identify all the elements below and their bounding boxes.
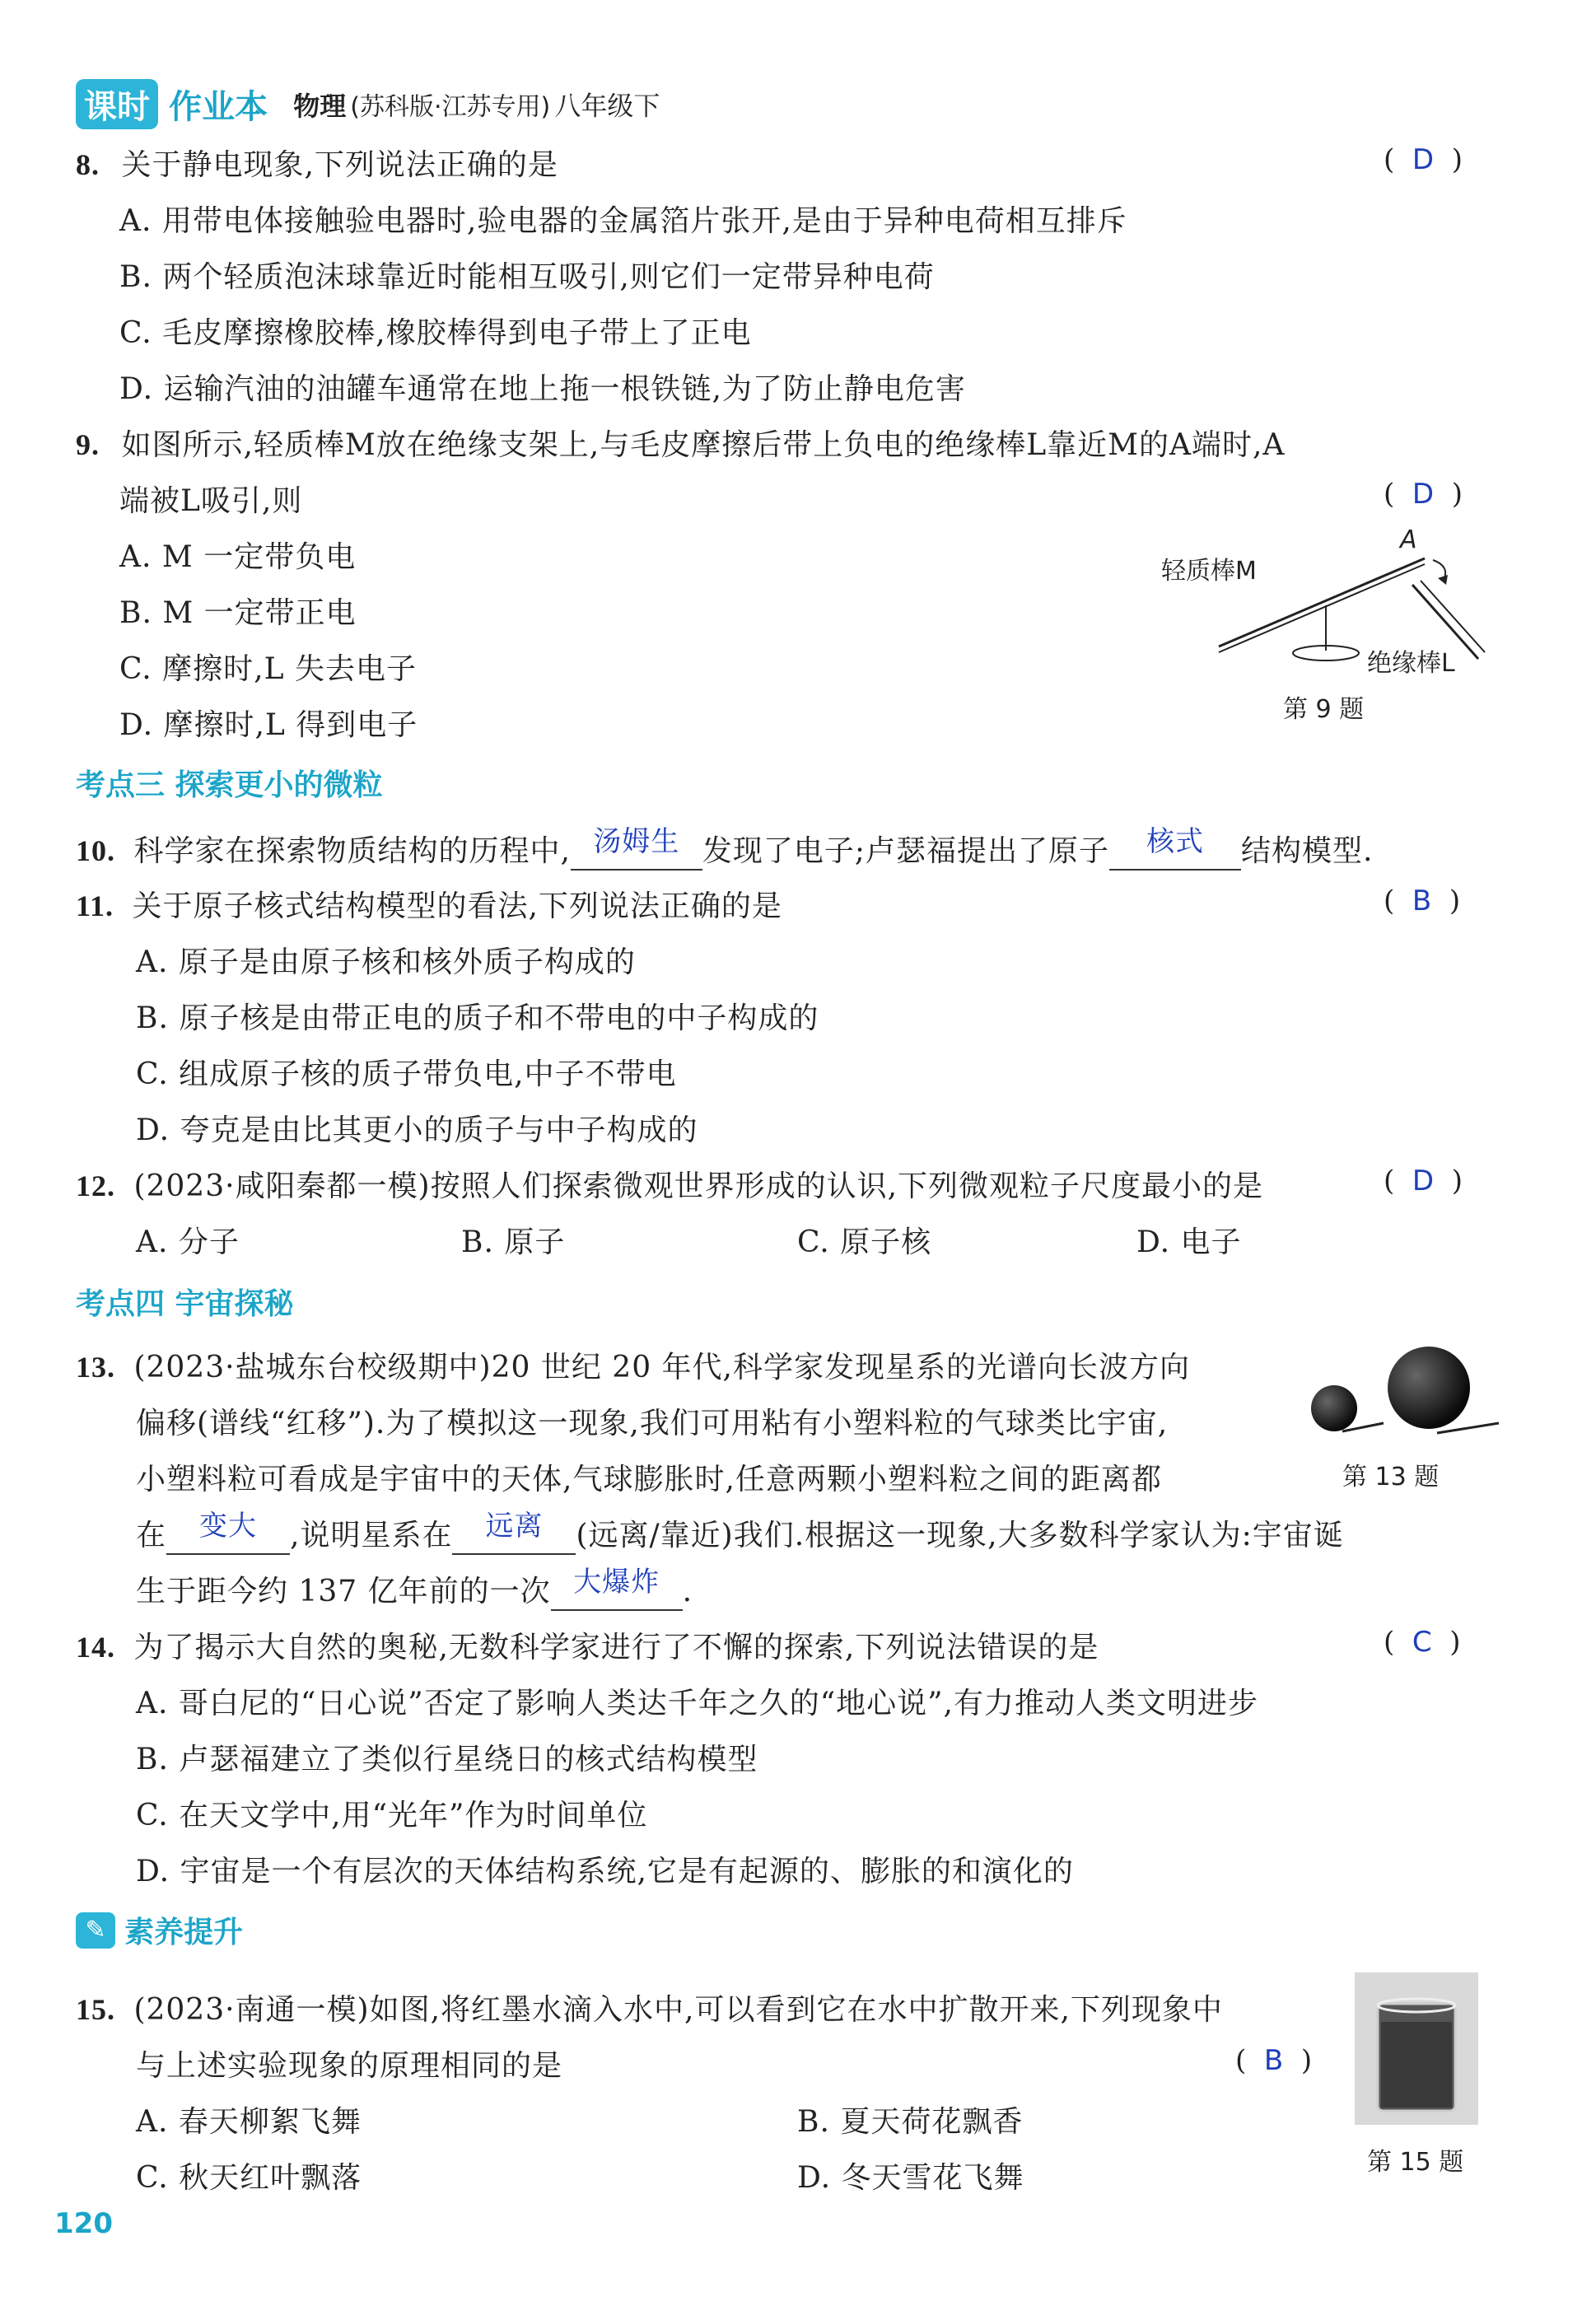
- question-stem-cont: [136, 1512, 1344, 1555]
- question-stem: 如图所示,轻质棒M放在绝缘支架上,与毛皮摩擦后带上负电的绝缘棒L靠近M的A端时,A: [121, 428, 1286, 462]
- question-number: 15.: [76, 1993, 115, 2026]
- question-stem: (2023·盐城东台校级期中)20 世纪 20 年代,科学家发现星系的光谱向长波方向: [133, 1351, 1190, 1384]
- section-heading: 考点三 探索更小的微粒: [76, 768, 383, 802]
- option: B. 原子核是由带正电的质子和不带电的中子构成的: [136, 1001, 819, 1035]
- insulated-rod-edge: [1421, 581, 1485, 652]
- option: D. 运输汽油的油罐车通常在地上拖一根铁链,为了防止静电危害: [119, 372, 966, 406]
- question-11: [76, 883, 782, 925]
- option: D. 电子: [1136, 1225, 1242, 1259]
- question-stem: 关于静电现象,下列说法正确的是: [121, 148, 558, 182]
- text-part: 科学家在探索物质结构的历程中,: [133, 834, 571, 868]
- question-number: 13.: [76, 1351, 115, 1384]
- answer-bracket: ( D ): [1384, 1165, 1463, 1197]
- option: B. 夏天荷花飘香: [797, 2105, 1024, 2139]
- section-heading: [76, 1909, 243, 1951]
- edition: (苏科版·江苏专用): [350, 92, 551, 122]
- subject: 物理: [293, 90, 347, 122]
- question-number: 14.: [76, 1631, 115, 1664]
- question-14: [76, 1624, 1099, 1666]
- option: A. M 一定带负电: [119, 540, 357, 574]
- q13-figure: [1293, 1342, 1507, 1449]
- header: [76, 79, 660, 128]
- option: D. 摩擦时,L 得到电子: [119, 708, 418, 742]
- question-stem-cont: [136, 1568, 693, 1611]
- option: D. 夸克是由比其更小的质子与中子构成的: [136, 1113, 698, 1147]
- figure-caption: 第 15 题: [1367, 2148, 1464, 2177]
- option: B. 原子: [461, 1225, 566, 1259]
- option: C. 毛皮摩擦橡胶棒,橡胶棒得到电子带上了正电: [119, 316, 752, 350]
- question-number: 12.: [76, 1169, 115, 1202]
- q15-photo: [1355, 1972, 1478, 2125]
- blank-answer: 大爆炸: [573, 1566, 660, 1599]
- section-title: 素养提升: [124, 1916, 244, 1949]
- large-balloon-icon: [1388, 1347, 1470, 1429]
- text-part: (远离/靠近)我们.根据这一现象,大多数科学家认为:宇宙诞: [576, 1519, 1344, 1552]
- text-part: 在: [136, 1519, 167, 1552]
- grade: 八年级下: [554, 90, 660, 122]
- small-balloon-icon: [1311, 1385, 1357, 1431]
- question-9: [76, 422, 1285, 464]
- blank-answer: 变大: [199, 1510, 258, 1543]
- question-number: 11.: [76, 889, 114, 922]
- question-10: [76, 825, 1374, 871]
- option: B. 卢瑟福建立了类似行星绕日的核式结构模型: [136, 1743, 758, 1776]
- option: C. 组成原子核的质子带负电,中子不带电: [136, 1057, 677, 1091]
- answer: D: [1412, 478, 1435, 511]
- question-stem: 为了揭示大自然的奥秘,无数科学家进行了不懈的探索,下列说法错误的是: [133, 1631, 1099, 1664]
- option: C. 在天文学中,用“光年”作为时间单位: [136, 1799, 648, 1832]
- blank-answer: 核式: [1146, 825, 1205, 858]
- option: A. 哥白尼的“日心说”否定了影响人类达千年之久的“地心说”,有力推动人类文明进步: [136, 1687, 1258, 1720]
- question-stem-cont: 与上述实验现象的原理相同的是: [136, 2049, 563, 2083]
- answer: D: [1412, 143, 1435, 176]
- answer: D: [1412, 1165, 1435, 1197]
- question-number: 8.: [76, 148, 100, 181]
- fill-blank: [551, 1566, 683, 1611]
- question-stem: 关于原子核式结构模型的看法,下列说法正确的是: [132, 889, 782, 923]
- answer: B: [1412, 885, 1432, 917]
- answer-bracket: ( B ): [1384, 885, 1461, 917]
- text-part: .: [682, 1575, 693, 1608]
- page-number: 120: [54, 2207, 113, 2240]
- blank-answer: 汤姆生: [593, 825, 680, 858]
- figure-label-a: A: [1400, 525, 1417, 554]
- answer-bracket: ( D ): [1384, 143, 1463, 176]
- text-part: 发现了电子;卢瑟福提出了原子: [702, 834, 1110, 868]
- text-part: 结构模型.: [1241, 834, 1374, 868]
- question-8: [76, 142, 558, 184]
- question-stem-cont: 端被L吸引,则: [119, 484, 303, 518]
- option: A. 分子: [136, 1225, 240, 1259]
- option: C. 秋天红叶飘落: [136, 2161, 362, 2195]
- figure-label-l: 绝缘棒L: [1367, 649, 1455, 678]
- question-stem-cont: 偏移(谱线“红移”).为了模拟这一现象,我们可用粘有小塑料粒的气球类比宇宙,: [136, 1407, 1169, 1440]
- answer-bracket: ( B ): [1235, 2044, 1313, 2077]
- question-stem: (2023·南通一模)如图,将红墨水滴入水中,可以看到它在水中扩散开来,下列现象中: [133, 1993, 1223, 2027]
- option: A. 用带电体接触验电器时,验电器的金属箔片张开,是由于异种电荷相互排斥: [119, 204, 1127, 238]
- blank-answer: 远离: [485, 1510, 544, 1543]
- question-15: [76, 1986, 1223, 2028]
- logo-badge: 课时: [76, 79, 158, 129]
- question-13: [76, 1344, 1190, 1386]
- answer-bracket: ( C ): [1384, 1626, 1461, 1659]
- option: B. M 一定带正电: [119, 596, 357, 630]
- option: A. 原子是由原子核和核外质子构成的: [136, 945, 636, 979]
- option: A. 春天柳絮飞舞: [136, 2105, 362, 2139]
- pencil-icon: ✎: [76, 1912, 115, 1949]
- fill-blank: [452, 1510, 576, 1555]
- figure-caption: 第 9 题: [1283, 695, 1365, 724]
- question-stem-cont: 小塑料粒可看成是宇宙中的天体,气球膨胀时,任意两颗小塑料粒之间的距离都: [136, 1463, 1162, 1496]
- answer: B: [1263, 2044, 1284, 2077]
- question-number: 10.: [76, 834, 115, 867]
- option: B. 两个轻质泡沫球靠近时能相互吸引,则它们一定带异种电荷: [119, 260, 935, 294]
- text-part: ,说明星系在: [290, 1519, 453, 1552]
- figure-label-m: 轻质棒M: [1161, 557, 1257, 586]
- answer-bracket: ( D ): [1384, 478, 1463, 511]
- option: D. 冬天雪花飞舞: [797, 2161, 1024, 2195]
- arrow-head-icon: [1438, 575, 1448, 585]
- ink-water: [1381, 2022, 1452, 2108]
- text-part: 生于距今约 137 亿年前的一次: [136, 1575, 551, 1608]
- fill-blank: [571, 825, 702, 871]
- question-number: 9.: [76, 428, 100, 461]
- figure-caption: 第 13 题: [1342, 1463, 1440, 1491]
- question-stem: (2023·咸阳秦都一模)按照人们探索微观世界形成的认识,下列微观粒子尺度最小的是: [133, 1169, 1264, 1203]
- section-heading: 考点四 宇宙探秘: [76, 1287, 294, 1321]
- answer: C: [1412, 1626, 1432, 1659]
- option: D. 宇宙是一个有层次的天体结构系统,它是有起源的、膨胀的和演化的: [136, 1855, 1074, 1888]
- option: C. 原子核: [797, 1225, 932, 1259]
- option: C. 摩擦时,L 失去电子: [119, 652, 417, 686]
- fill-blank: [166, 1510, 290, 1555]
- question-12: [76, 1163, 1263, 1205]
- brand-name: 作业本: [169, 88, 268, 126]
- fill-blank: [1109, 825, 1241, 871]
